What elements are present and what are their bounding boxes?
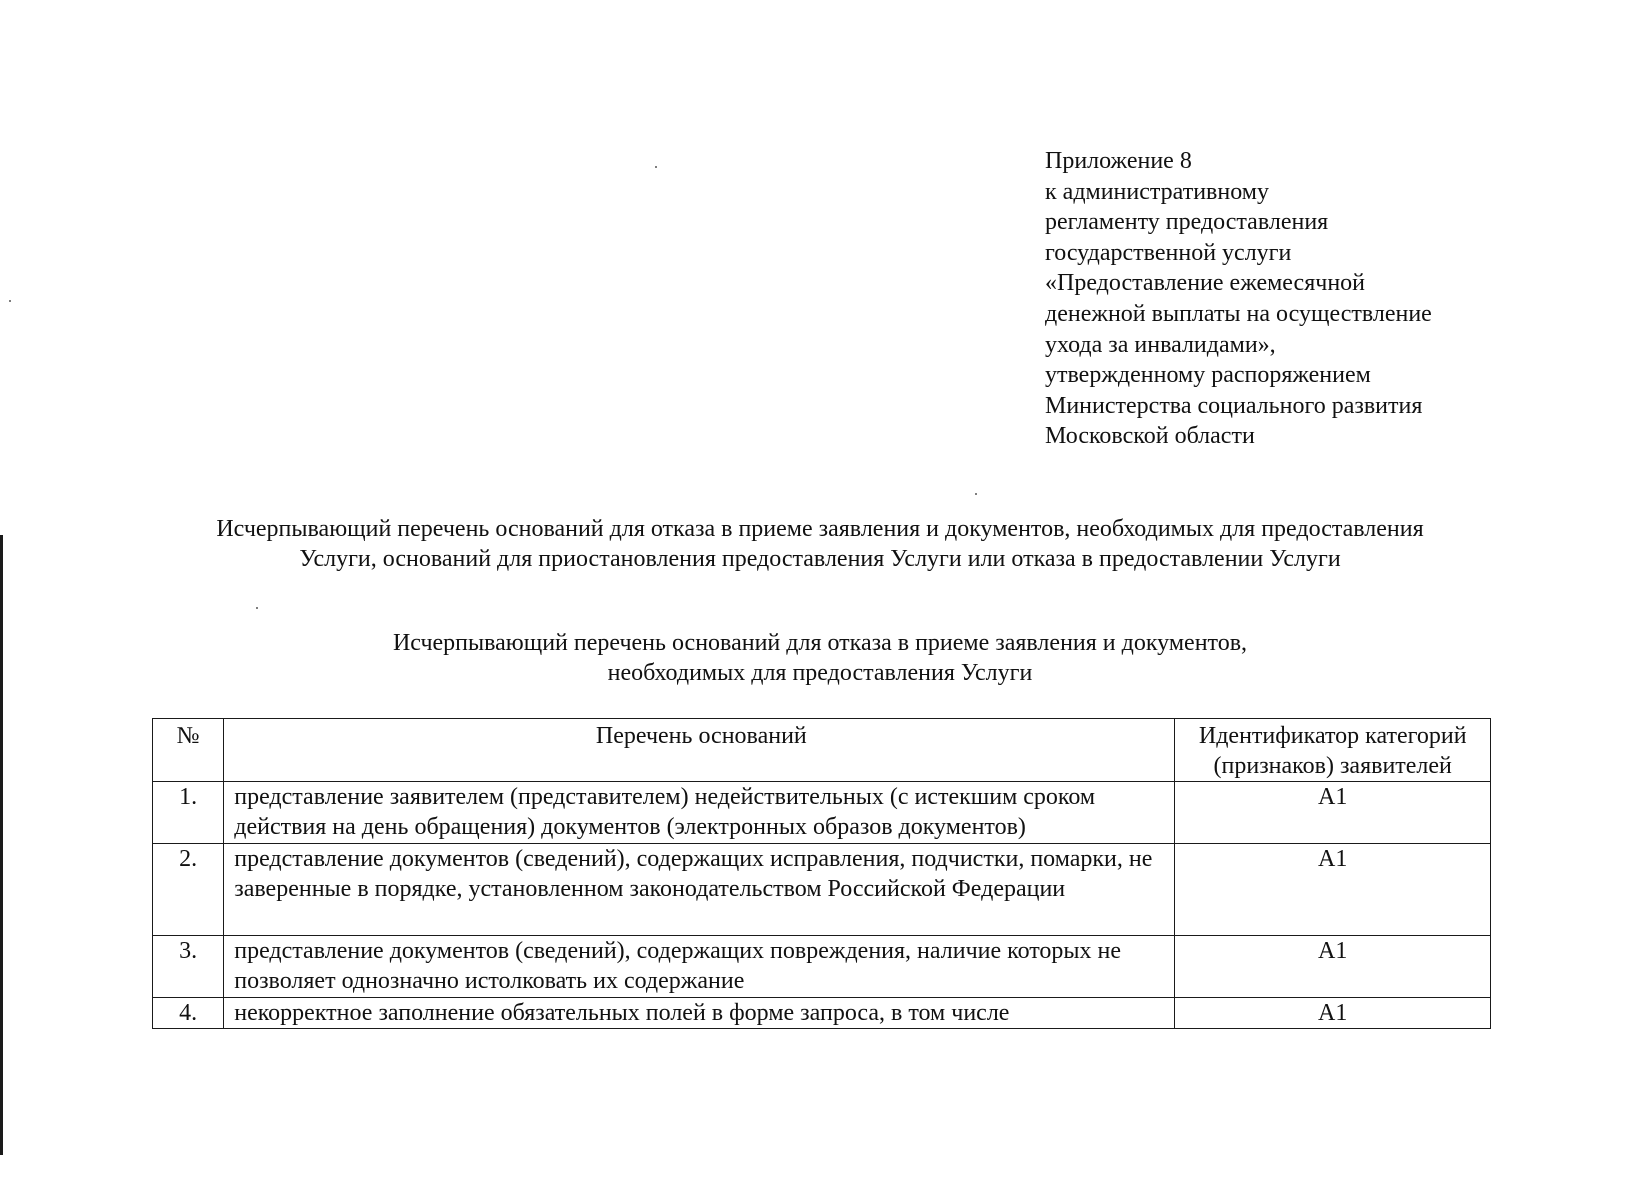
subtitle-line: Исчерпывающий перечень оснований для отказа в приеме заявления и документов, [392,630,1248,656]
annex-line: утвержденному распоряжением [1045,362,1371,389]
row-reason: представление заявителем (представителем) недействительных (с истекшим сроком действия на день обращения) документов (электронных образов документов) [224,782,1175,844]
row-identifier: А1 [1175,998,1491,1029]
table-row [153,844,1491,936]
row-number: 1. [153,782,224,844]
title-line: Услуги, оснований для приостановления предоставления Услуги или отказа в предоставлении Услуги [299,546,1341,572]
row-number: 2. [153,844,224,936]
section-subtitle [150,628,1490,688]
row-identifier: А1 [1175,782,1491,844]
scan-speck [655,166,657,168]
header-num: № [153,719,224,782]
annex-line: государственной услуги [1045,239,1292,266]
annex-line: Министерства социального развития [1045,392,1423,419]
row-reason: представление документов (сведений), содержащих повреждения, наличие которых не позволяет однозначно истолковать их содержание [224,936,1175,998]
table-row [153,782,1491,844]
annex-line: «Предоставление ежемесячной [1045,270,1366,297]
annex-header [1045,146,1545,452]
scan-edge [0,535,3,1155]
document-title [150,514,1490,574]
table-row [153,936,1491,998]
row-reason: некорректное заполнение обязательных полей в форме запроса, в том числе [224,998,1175,1029]
row-number: 3. [153,936,224,998]
row-number: 4. [153,998,224,1029]
scan-speck [975,493,977,495]
annex-line: Приложение 8 [1045,148,1192,174]
scan-speck [9,300,11,302]
header-identifier: Идентификатор категорий (признаков) заявителей [1175,719,1491,782]
annex-line: ухода за инвалидами», [1045,331,1276,358]
annex-line: денежной выплаты на осуществление [1045,300,1432,327]
title-line: Исчерпывающий перечень оснований для отказа в приеме заявления и документов, необходимых для предоставления [216,516,1424,542]
row-reason: представление документов (сведений), содержащих исправления, подчистки, помарки, не заверенные в порядке, установленном законодательством Российской Федерации [224,844,1175,936]
table-header-row [153,719,1491,782]
reasons-table [152,718,1491,1029]
row-identifier: А1 [1175,936,1491,998]
table-row [153,998,1491,1029]
header-reasons: Перечень оснований [224,719,1175,782]
annex-line: регламенту предоставления [1045,209,1329,236]
annex-line: к административному [1045,178,1269,205]
row-identifier: А1 [1175,844,1491,936]
annex-line: Московской области [1045,423,1255,450]
scan-speck [256,607,258,609]
subtitle-line: необходимых для предоставления Услуги [607,660,1033,686]
